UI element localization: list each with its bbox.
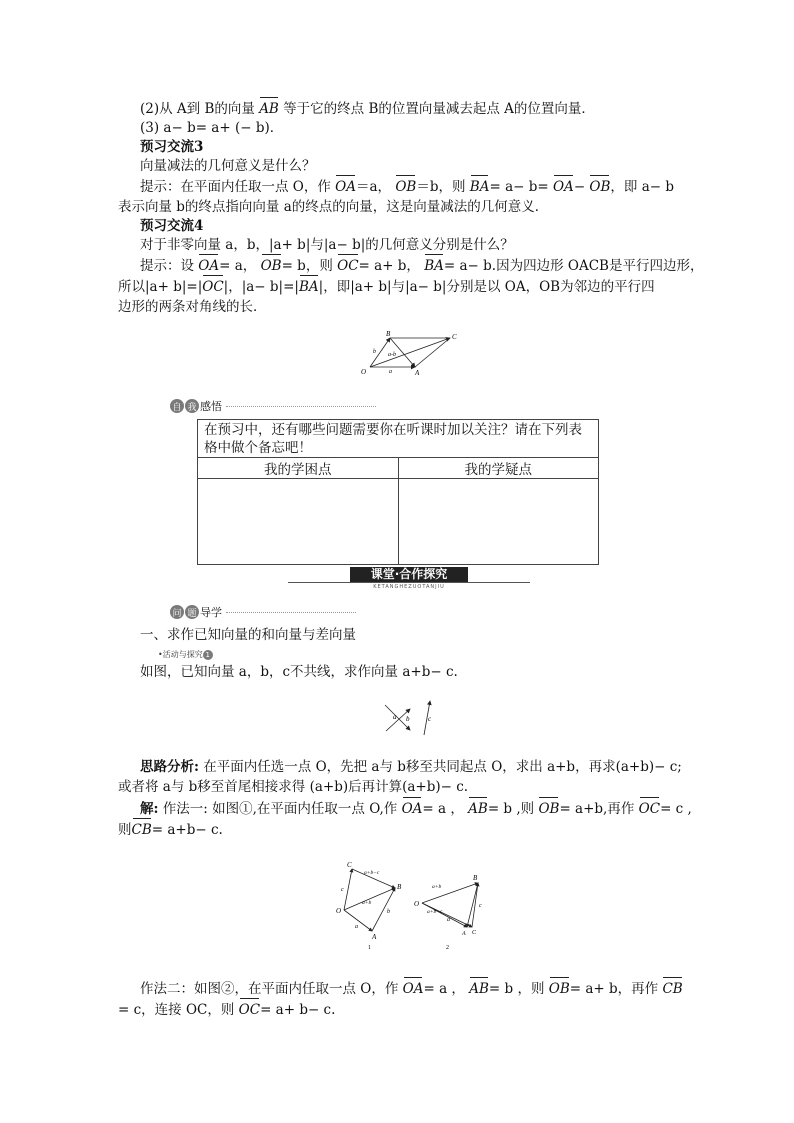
label-a-plus-b-minus-c: a+b−c	[427, 909, 443, 915]
vector-OA-line	[344, 910, 372, 931]
badge-self: 自	[170, 399, 184, 413]
figure-number-2: 2	[446, 945, 449, 951]
text: ，即 a− b	[610, 179, 675, 195]
label-a: a	[447, 917, 450, 923]
memo-prompt-line1: 在预习中，还有哪些问题需要你在听课时加以关注？请在下列表	[204, 421, 582, 438]
text-line-position-vector	[140, 99, 595, 119]
label-a: a	[389, 369, 392, 375]
vector-OB: OB	[395, 179, 417, 195]
vector-OB-line	[422, 883, 478, 903]
text: = b ,则	[487, 801, 535, 817]
question-3: 向量减法的几何意义是什么？	[140, 158, 316, 174]
text: 等于它的终点 B的位置向量减去起点 A的位置向量．	[283, 101, 595, 117]
memo-prompt-cell	[198, 420, 599, 458]
guided-learning-title: 导学	[200, 606, 222, 619]
vector-OA: OA	[198, 258, 220, 274]
label-a-plus-b: a+b	[362, 900, 372, 906]
text: = a+b,再作	[559, 801, 635, 817]
vector-AB: AB	[468, 801, 488, 817]
analysis-line2: 或者将 a与 b移至首尾相接求得 (a+b)后再计算(a+b)− c.	[118, 779, 469, 795]
label-b: b	[406, 715, 410, 723]
text: |，即|a+ b|与|a− b|分别是以 OA，OB为邻边的平行四	[318, 279, 655, 295]
text: = a− b=	[489, 179, 549, 195]
label-O: O	[414, 900, 420, 908]
vector-OC: OC	[202, 279, 224, 295]
banner-title: 课堂·合作探究	[350, 567, 468, 582]
edge-AC	[415, 338, 450, 367]
label-O: O	[361, 368, 367, 376]
memo-col-doubts: 我的学疑点	[398, 458, 599, 479]
section-banner	[288, 567, 530, 593]
text: ，则	[438, 179, 466, 195]
construction-2	[414, 874, 482, 951]
badge-question: 问	[170, 605, 184, 619]
label-A: A	[462, 931, 466, 937]
answer-3-line1: 提示：在平面内任取一点 O，作 OA＝a， OB＝b，则 BA= a− b= OA− OB，即 a− b	[140, 179, 675, 195]
label-a-plus-b-minus-c: a+b−c	[364, 870, 380, 876]
text: 所以|a+ b|=|	[118, 279, 203, 295]
text: = a+ b− c.	[260, 1002, 336, 1018]
section-title: 一、求作已知向量的和向量与差向量	[140, 627, 356, 643]
text: |，|a− b|=|	[223, 279, 299, 295]
figure-three-vectors	[380, 695, 440, 743]
text: = c ,	[660, 801, 692, 817]
self-reflection-title: 感悟	[200, 400, 222, 413]
vector-AB: AB	[469, 981, 489, 997]
label-b: b	[373, 349, 376, 355]
vector-OB: OB	[260, 258, 282, 274]
label-O: O	[336, 907, 342, 915]
answer-4-line2	[118, 277, 655, 297]
text: = b，则	[281, 258, 333, 274]
text: = a+ b，	[358, 258, 420, 274]
guided-learning-header	[170, 604, 356, 620]
badge-me: 我	[185, 399, 199, 413]
text: = a+ b，再作	[569, 981, 659, 997]
banner-rule	[288, 582, 530, 583]
label-C: C	[347, 861, 352, 869]
dotted-rule	[226, 406, 376, 407]
label-C: C	[452, 333, 457, 341]
text: = b ，则	[488, 981, 545, 997]
badge-topic: 题	[185, 605, 199, 619]
text: 作法二：如图②，在平面内任取一点 O，作	[140, 981, 399, 997]
text: = a ，	[422, 801, 464, 817]
label-b: b	[387, 909, 390, 915]
heading-preview-4: 预习交流4	[140, 218, 204, 234]
label-C: C	[472, 930, 477, 936]
method2-line2	[118, 1000, 335, 1020]
text: = a，	[219, 258, 257, 274]
memo-table	[197, 419, 599, 565]
answer-4-line3: 边形的两条对角线的长．	[118, 299, 267, 315]
label-A: A	[372, 933, 377, 941]
label-c: c	[479, 903, 482, 909]
label-a: a	[355, 924, 358, 930]
vector-BA: BA	[298, 279, 319, 295]
vector-AB: AB	[259, 101, 279, 117]
figure-constructions	[330, 855, 500, 955]
memo-col-difficulties: 我的学困点	[198, 458, 399, 479]
figure-number-1: 1	[368, 945, 371, 951]
answer-4-line1	[140, 256, 703, 276]
vector-CB: CB	[131, 822, 152, 838]
memo-difficulties-input[interactable]	[198, 479, 399, 565]
vector-OB-line	[344, 888, 395, 910]
vector-OC: OC	[238, 1002, 261, 1018]
solution-label: 解:	[140, 801, 159, 817]
text: = a− b.因为四边形 OACB是平行四边形，	[443, 258, 704, 274]
method1-line2	[118, 820, 223, 840]
text: 作法一: 如图①,在平面内任取一点 O,作	[162, 801, 398, 817]
vector-BA: BA	[469, 179, 490, 195]
vector-BA: BA	[424, 258, 444, 274]
text: 则	[118, 822, 132, 838]
label-A: A	[415, 369, 420, 377]
text: = c，连接 OC，则	[118, 1002, 235, 1018]
vector-OB: OB	[548, 981, 570, 997]
dotted-rule	[226, 612, 356, 613]
vector-OA: OA	[402, 981, 424, 997]
self-reflection-header	[170, 398, 376, 414]
diagonal-OC	[370, 338, 450, 367]
text: = a ，	[423, 981, 465, 997]
construction-1	[336, 861, 402, 951]
vector-CB: CB	[662, 981, 683, 997]
label-a-plus-b: a+b	[432, 884, 442, 890]
heading-preview-3: 预习交流3	[140, 139, 204, 155]
vector-AB-line	[372, 888, 395, 931]
label-B: B	[386, 330, 391, 338]
method2-line1	[140, 979, 683, 999]
memo-doubts-input[interactable]	[398, 479, 599, 565]
text: 提示：在平面内任取一点 O，作	[140, 179, 331, 195]
activity-tag: •活动与探究 1	[158, 649, 214, 660]
label-a: a	[393, 713, 397, 721]
text: 提示：设	[140, 258, 194, 274]
activity-number: 1	[203, 650, 213, 660]
text-line-subtraction-rule: (3) a− b= a+ (− b)．	[140, 120, 284, 136]
analysis-line1	[140, 757, 682, 777]
analysis-label: 思路分析:	[140, 759, 199, 775]
method1-line1	[140, 799, 692, 819]
question-4: 对于非零向量 a，b，|a+ b|与|a− b|的几何意义分别是什么？	[140, 237, 514, 253]
problem-statement: 如图，已知向量 a，b，c不共线，求作向量 a+b− c.	[140, 664, 458, 680]
vector-OA: OA	[552, 179, 574, 195]
vector-OB: OB	[538, 801, 560, 817]
text: (2)从 A到 B的向量	[140, 101, 255, 117]
vector-OA: OA	[335, 179, 356, 195]
text: = a+b− c.	[151, 822, 223, 838]
label-a-minus-b: a-b	[388, 352, 396, 358]
vector-OC-line	[422, 903, 467, 927]
label-B: B	[473, 874, 478, 882]
label-c: c	[428, 715, 432, 723]
label-B: B	[397, 883, 402, 891]
vector-OC-line	[344, 869, 352, 910]
vector-OC: OC	[337, 258, 359, 274]
vector-OA: OA	[401, 801, 423, 817]
banner-subtitle: KETANGHEZUOTANJIU	[373, 584, 445, 590]
memo-prompt-line2: 格中做个备忘吧！	[204, 439, 312, 456]
label-c: c	[341, 887, 344, 893]
vector-OC: OC	[638, 801, 661, 817]
answer-3-line2: 表示向量 b的终点指向向量 a的终点的向量，这是向量减法的几何意义．	[118, 199, 549, 215]
activity-label: 活动与探究	[162, 650, 203, 659]
text: 在平面内任选一点 O，先把 a与 b移至共同起点 O，求出 a+b，再求(a+b)− c;	[203, 759, 682, 775]
figure-parallelogram	[355, 327, 465, 377]
vector-OB: OB	[589, 179, 611, 195]
